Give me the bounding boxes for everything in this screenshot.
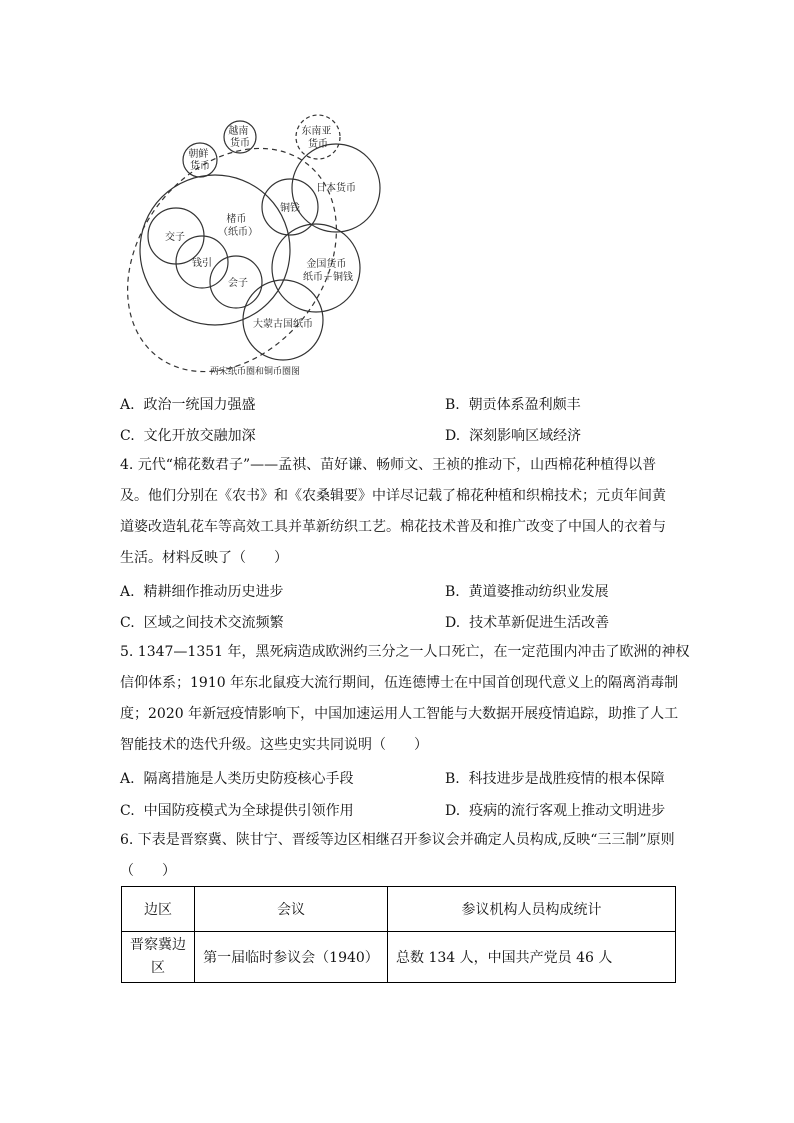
header-stats: 参议机构人员构成统计	[388, 887, 676, 932]
label-tongqian: 铜钱	[280, 203, 300, 214]
label-chubi: 楮币 （纸币）	[218, 214, 258, 238]
q5-option-c[interactable]: C. 中国防疫模式为全球提供引领作用	[120, 803, 354, 819]
q6-stem: 6. 下表是晋察冀、陕甘宁、晋绥等边区相继召开参议会并确定人员构成,反映“三三制”原则 （ ）	[120, 832, 675, 879]
q4-option-d[interactable]: D. 技术革新促进生活改善	[445, 615, 610, 631]
label-southeast-asia: 东南亚 货币	[301, 126, 332, 150]
currency-circle-diagram	[120, 100, 390, 385]
label-vietnam: 越南 货币	[228, 126, 250, 149]
q4-option-c[interactable]: C. 区域之间技术交流频繁	[120, 615, 284, 631]
cell-meeting: 第一届临时参议会（1940）	[195, 932, 388, 983]
table-header-row	[122, 887, 676, 932]
label-mongol: 大蒙古国纸币	[253, 319, 313, 330]
header-meeting: 会议	[195, 887, 388, 932]
header-region: 边区	[122, 887, 195, 932]
cell-stats: 总数 134 人，中国共产党员 46 人	[388, 932, 676, 983]
label-qianyin: 钱引	[192, 258, 212, 269]
q5-option-b[interactable]: B. 科技进步是战胜疫情的根本保障	[445, 771, 665, 787]
q4-stem: 4. 元代“棉花数君子”——孟祺、苗好谦、畅师文、王祯的推动下，山西棉花种植得以普 及。他们分别在《农书》和《农桑辑要》中详尽记载了棉花种植和织棉技术；元贞年间黄 道婆改造轧花车等高效工具并革新纺织工艺。棉花技术普及和推广改变了中国人的衣着与 生活。材料反映了（ ）	[120, 457, 666, 566]
q4-option-b[interactable]: B. 黄道婆推动纺织业发展	[445, 584, 609, 600]
q5-option-d[interactable]: D. 疫病的流行客观上推动文明进步	[445, 803, 666, 819]
label-huizi: 会子	[228, 278, 248, 289]
q3-option-a[interactable]: A. 政治一统国力强盛	[120, 397, 256, 413]
table-row	[122, 932, 676, 983]
label-jinguo: 金国货币 纸币＋铜钱	[303, 259, 353, 283]
q6-table	[121, 886, 676, 983]
diagram-caption: 两宋纸币圈和铜币圈图	[209, 367, 301, 377]
currency-circle-svg	[120, 100, 390, 385]
q4-option-a[interactable]: A. 精耕细作推动历史进步	[120, 584, 284, 600]
q3-option-c[interactable]: C. 文化开放交融加深	[120, 428, 256, 444]
q3-option-b[interactable]: B. 朝贡体系盈利颇丰	[445, 397, 581, 413]
q3-option-d[interactable]: D. 深刻影响区域经济	[445, 428, 582, 444]
label-japan: 日本货币	[316, 183, 356, 194]
q5-option-a[interactable]: A. 隔离措施是人类历史防疫核心手段	[120, 771, 354, 787]
cell-region: 晋察冀边 区	[122, 932, 195, 983]
label-korea: 朝鲜 货币	[188, 149, 210, 172]
label-jiaozi: 交子	[165, 232, 185, 243]
q5-stem: 5. 1347—1351 年，黑死病造成欧洲约三分之一人口死亡，在一定范围内冲击了欧洲的神权 信仰体系；1910 年东北鼠疫大流行期间，伍连德博士在中国首创现代意义上的隔离消毒制 度；2020 年新冠疫情影响下，中国加速运用人工智能与大数据开展疫情追踪，助推了人工 智能技术的迭代升级。这些史实共同说明（ ）	[120, 644, 690, 753]
southeast-asia-circle	[296, 115, 340, 159]
chubi-circle	[140, 175, 290, 325]
